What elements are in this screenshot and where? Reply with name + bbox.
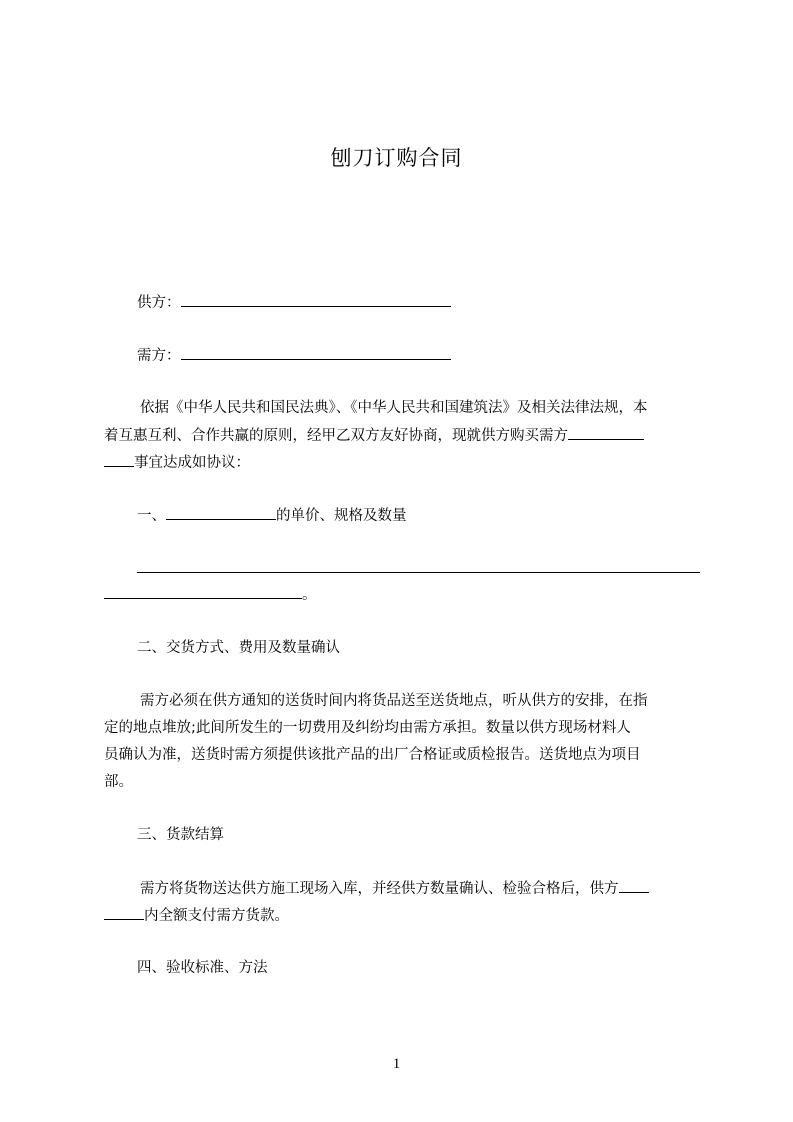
section-3-line-1-text: 需方将货物送达供方施工现场入库，并经供方数量确认、检验合格后，供方 (140, 881, 619, 897)
section-3-line-1 (140, 878, 649, 899)
purchase-item-blank-cont[interactable] (104, 452, 134, 467)
purchase-item-blank[interactable] (568, 425, 644, 440)
section-2-line-2: 定的地点堆放;此间所发生的一切费用及纠纷均由需方承担。数量以供方现场材料人 (104, 720, 631, 736)
detail-blank-1[interactable] (137, 558, 700, 573)
supplier-blank[interactable] (181, 292, 451, 307)
section-1-prefix: 一、 (137, 508, 166, 524)
document-title: 刨刀订购合同 (330, 146, 463, 170)
section-1-suffix: 的单价、规格及数量 (276, 508, 407, 524)
section-2-line-3: 员确认为准，送货时需方须提供该批产品的出厂合格证或质检报告。送货地点为项目 (104, 747, 641, 763)
intro-line-3-text: 事宜达成如协议： (134, 455, 250, 471)
buyer-line (137, 345, 451, 366)
section-2-line-4: 部。 (104, 774, 133, 790)
supplier-line (137, 292, 451, 313)
section-3-line-2 (104, 905, 289, 926)
detail-blank-2[interactable] (104, 584, 302, 599)
section-4-heading: 四、验收标准、方法 (137, 960, 268, 976)
payment-days-blank[interactable] (619, 878, 649, 893)
intro-line-3 (104, 452, 250, 473)
section-1-tail: 。 (302, 587, 317, 603)
buyer-label: 需方： (137, 348, 181, 364)
payment-days-blank-cont[interactable] (104, 905, 144, 920)
section-2-line-1: 需方必须在供方通知的送货时间内将货品送至送货地点，听从供方的安排，在指 (140, 693, 648, 709)
product-name-blank[interactable] (166, 505, 276, 520)
intro-line-2 (104, 425, 644, 446)
buyer-blank[interactable] (181, 345, 451, 360)
intro-line-2-text: 着互惠互利、合作共赢的原则，经甲乙双方友好协商，现就供方购买需方 (104, 428, 568, 444)
section-1-detail-line-2 (104, 584, 317, 605)
supplier-label: 供方： (137, 295, 181, 311)
page-number: 1 (392, 1056, 401, 1072)
section-2-heading: 二、交货方式、费用及数量确认 (137, 640, 340, 656)
section-1-heading (137, 505, 407, 526)
section-3-line-2-text: 内全额支付需方货款。 (144, 908, 289, 924)
intro-line-1: 依据《中华人民共和国民法典》、《中华人民共和国建筑法》及相关法律法规，本 (140, 400, 648, 416)
section-3-heading: 三、货款结算 (137, 827, 224, 843)
section-1-detail-line-1 (137, 558, 700, 579)
